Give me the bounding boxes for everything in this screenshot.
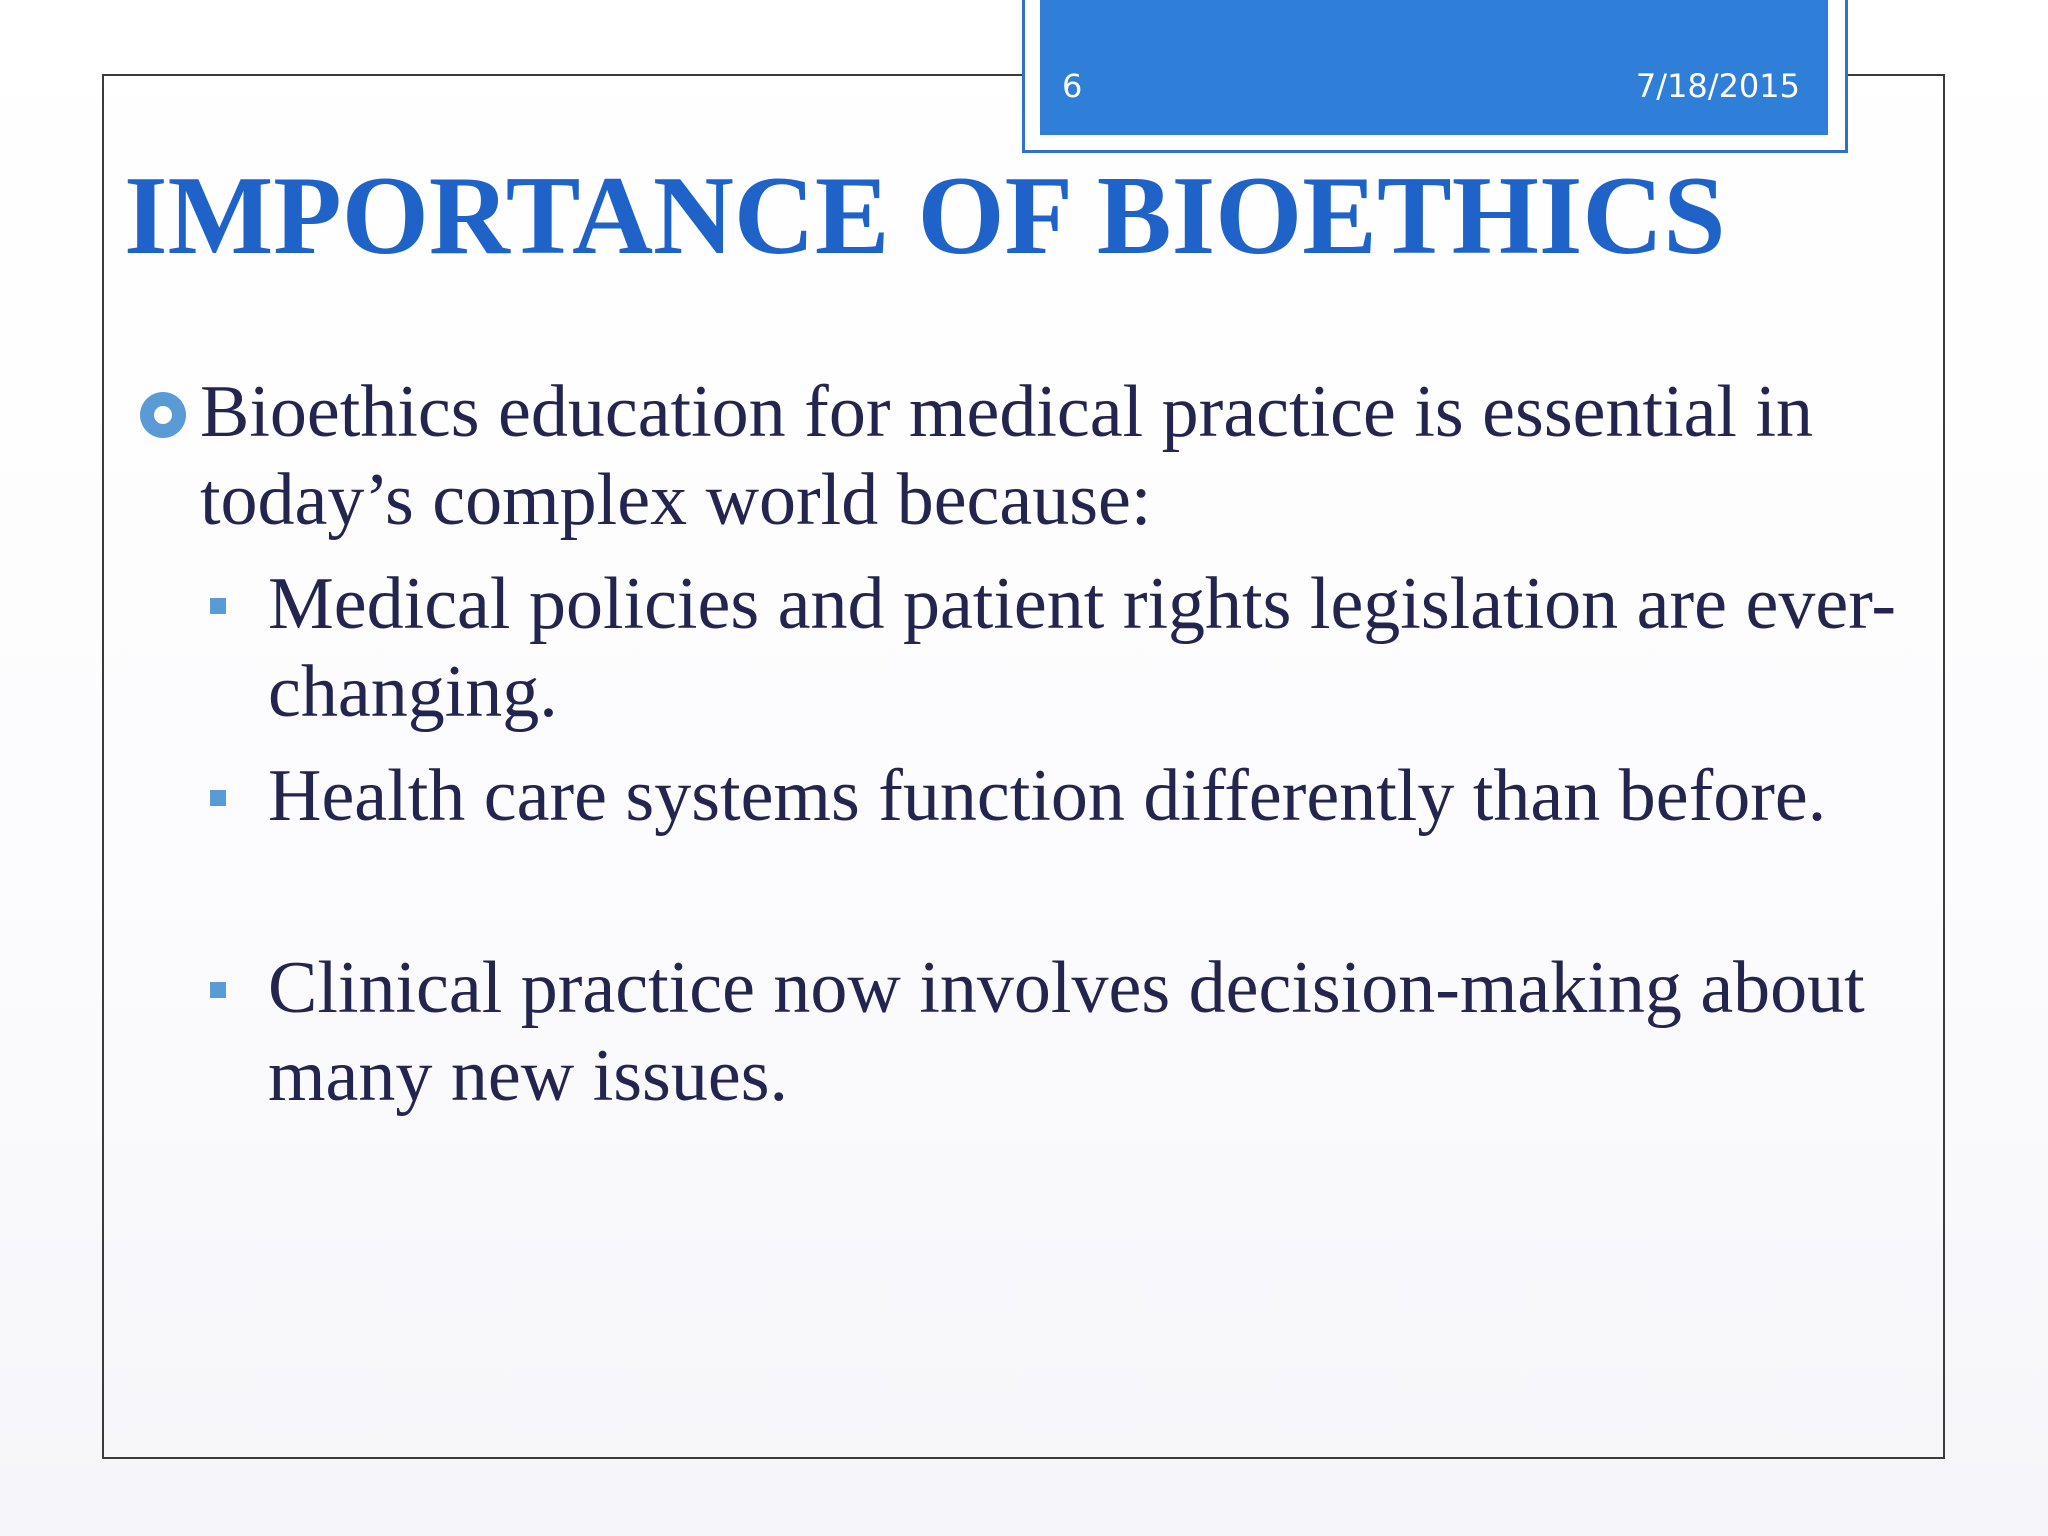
slide-number: 6 bbox=[1062, 67, 1083, 105]
square-bullet-icon bbox=[210, 790, 226, 806]
slide-date: 7/18/2015 bbox=[1635, 67, 1800, 105]
square-bullet-icon bbox=[210, 982, 226, 998]
main-bullet-text: Bioethics education for medical practice is essential in today’s complex world because: bbox=[200, 371, 1814, 541]
sub-bullet-text: Medical policies and patient rights legislation are ever-changing. bbox=[268, 563, 1896, 733]
ring-bullet-icon bbox=[140, 392, 186, 438]
slide-title: IMPORTANCE OF BIOETHICS bbox=[124, 154, 1726, 278]
sub-bullet-text: Clinical practice now involves decision-making about many new issues. bbox=[268, 947, 1865, 1117]
square-bullet-icon bbox=[210, 598, 226, 614]
sub-bullet-text: Health care systems function differently than before. bbox=[268, 755, 1827, 837]
